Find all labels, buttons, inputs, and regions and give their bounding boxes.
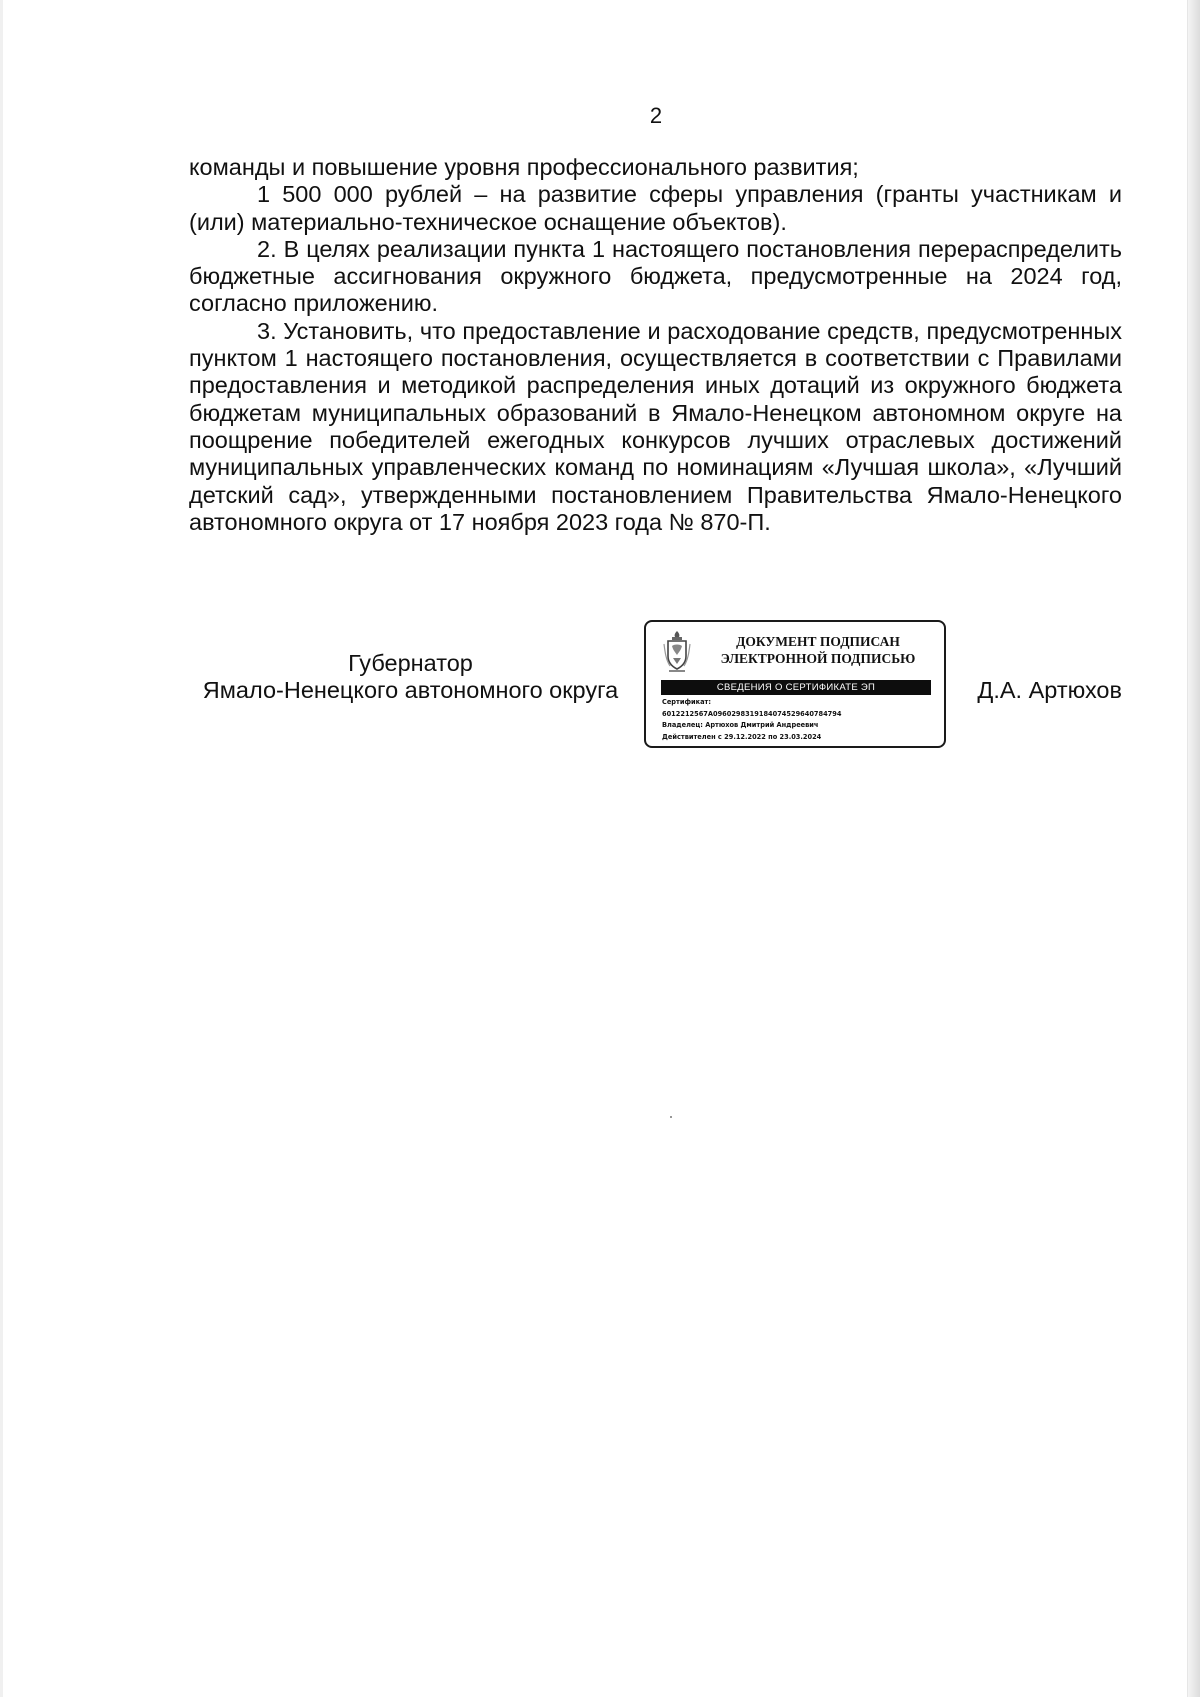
- paragraph-item-3: 3. Установить, что предоставление и расходование средств, предусмотренных пунктом 1 настоящего постановления, осуществляется в соответствии с Правилами предоставления и методикой распределения иных дотаций из окружного бюджета бюджетам муниципальных образований в Ямало-Ненецком автономном округе на поощрение победителей ежегодных конкурсов лучших отраслевых достижений муниципальных управленческих команд по номинациям «Лучшая школа», «Лучший детский сад», утвержденными постановлением Правительства Ямало-Ненецкого автономного округа от 17 ноября 2023 года № 870-П.: [189, 317, 1122, 535]
- document-body: [189, 154, 1122, 536]
- stamp-heading: [698, 633, 938, 667]
- signer-name: Д.А. Артюхов: [977, 677, 1122, 703]
- stamp-heading-line2: ЭЛЕКТРОННОЙ ПОДПИСЬЮ: [720, 651, 916, 666]
- stamp-certificate-bar: СВЕДЕНИЯ О СЕРТИФИКАТЕ ЭП: [661, 680, 931, 695]
- electronic-signature-stamp: [644, 620, 946, 748]
- signer-position-line2: Ямало-Ненецкого автономного округа: [202, 677, 619, 704]
- certificate-owner: Владелец: Артюхов Дмитрий Андреевич: [662, 721, 819, 729]
- certificate-validity: Действителен с 29.12.2022 по 23.03.2024: [662, 732, 822, 741]
- yamal-coat-of-arms-icon: [660, 628, 694, 674]
- signer-position: [189, 650, 632, 705]
- certificate-label: Сертификат:: [662, 698, 712, 706]
- page-number: 2: [649, 103, 663, 128]
- stamp-certificate-details: [662, 697, 942, 743]
- certificate-number: 6012212567A0960298319184074529640784794: [662, 709, 842, 718]
- paragraph-item-2: 2. В целях реализации пункта 1 настоящего постановления перераспределить бюджетные ассигнования окружного бюджета, предусмотренные на 2024 год, согласно приложению.: [189, 235, 1122, 317]
- signer-position-line1: Губернатор: [348, 650, 473, 676]
- page-left-edge: [0, 0, 3, 1697]
- stamp-heading-line1: ДОКУМЕНТ ПОДПИСАН: [736, 634, 900, 649]
- paragraph-amount: 1 500 000 рублей – на развитие сферы управления (гранты участникам и (или) материально-техническое оснащение объектов).: [189, 181, 1122, 235]
- scan-speck: [670, 1116, 672, 1118]
- signature-block: [189, 620, 1122, 750]
- paragraph-continuation: команды и повышение уровня профессионального развития;: [189, 154, 859, 180]
- page-right-edge: [1187, 0, 1200, 1697]
